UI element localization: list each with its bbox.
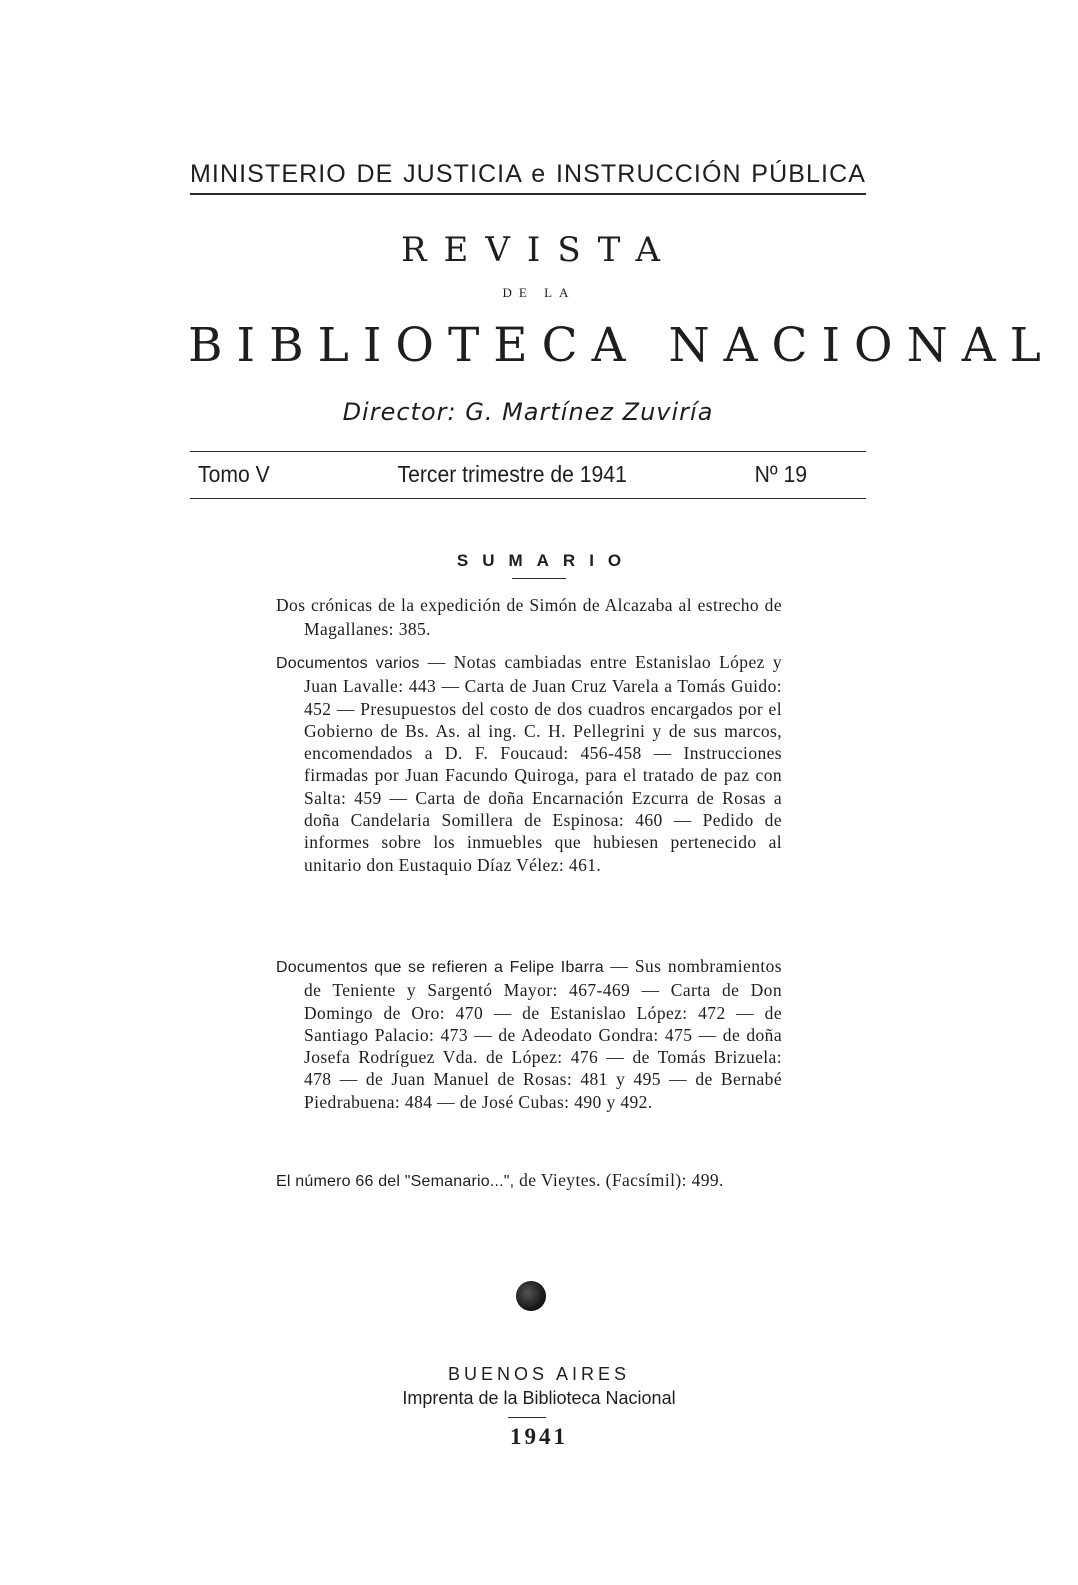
entry-lead: Documentos varios [276,655,420,672]
period-label: Tercer trimestre de 1941 [397,461,627,487]
ornament-icon [516,1281,546,1311]
sumario-heading: SUMARIO [456,551,636,570]
issue-rule-top [190,451,866,452]
issue-number: Nº 19 [754,461,808,487]
issue-info-row [198,461,807,488]
sumario-rule [512,578,566,579]
entry-text: — Notas cambiadas entre Estanislao López y Juan Lavalle: 443 — Carta de Juan Cruz Varela a Tomás Guido: 452 — Presupuestos del costo de dos cuadros encargados por el Gobierno de Bs. As. al ing. C. H. Pellegrini y de sus marcos, encomendados a D. F. Foucaud: 456-458 — Instrucciones firmadas por Juan Facundo Quiroga, para el tratado de paz con Salta: 459 — Carta de doña Encarnación Ezcurra de Rosas a doña Candelaria Somillera de Espinosa: 460 — Pedido de informes sobre los inmuebles que hubiesen pertenecido al unitario don Eustaquio Díaz Vélez: 461. [304,652,782,875]
sumario-entry-1 [276,594,782,641]
header-rule [190,193,866,195]
issue-rule-bottom [190,498,866,499]
imprint-printer: Imprenta de la Biblioteca Nacional [402,1388,676,1408]
sumario-entry-4 [276,1169,782,1193]
tomo-label: Tomo V [198,461,270,487]
director-line: Director: G. Martínez Zuviría [342,398,714,426]
journal-title-revista: REVISTA [400,230,678,270]
entry-lead: El número 66 del "Semanario...", [276,1173,515,1190]
entry-lead: Documentos que se refieren a Felipe Ibarra [276,959,604,976]
ministry-heading: MINISTERIO DE JUSTICIA e INSTRUCCIÓN PÚBLICA [190,160,866,188]
entry-text: de Vieytes. (Facsímil): 499. [514,1170,724,1190]
entry-text: Dos crónicas de la expedición de Simón de Alcazaba al estrecho de Magallanes: 385. [276,595,782,640]
journal-title-biblioteca: BIBLIOTECA NACIONAL [188,318,1055,373]
sumario-entry-3 [276,955,782,1113]
sumario-entry-2 [276,651,782,876]
imprint-rule [508,1417,546,1418]
journal-title-de-la: DE LA [502,285,576,300]
imprint-year: 1941 [510,1424,568,1449]
entry-text: — Sus nombramientos de Teniente y Sargentó Mayor: 467-469 — Carta de Don Domingo de Oro: 470 — de Estanislao López: 472 — de Santiago Palacio: 473 — de Adeodato Gondra: 475 — de doña Josefa Rodríguez Vda. de López: 476 — de Tomás Brizuela: 478 — de Juan Manuel de Rosas: 481 y 495 — de Bernabé Piedrabuena: 484 — de José Cubas: 490 y 492. [304,956,782,1112]
imprint-city: BUENOS AIRES [447,1364,631,1384]
